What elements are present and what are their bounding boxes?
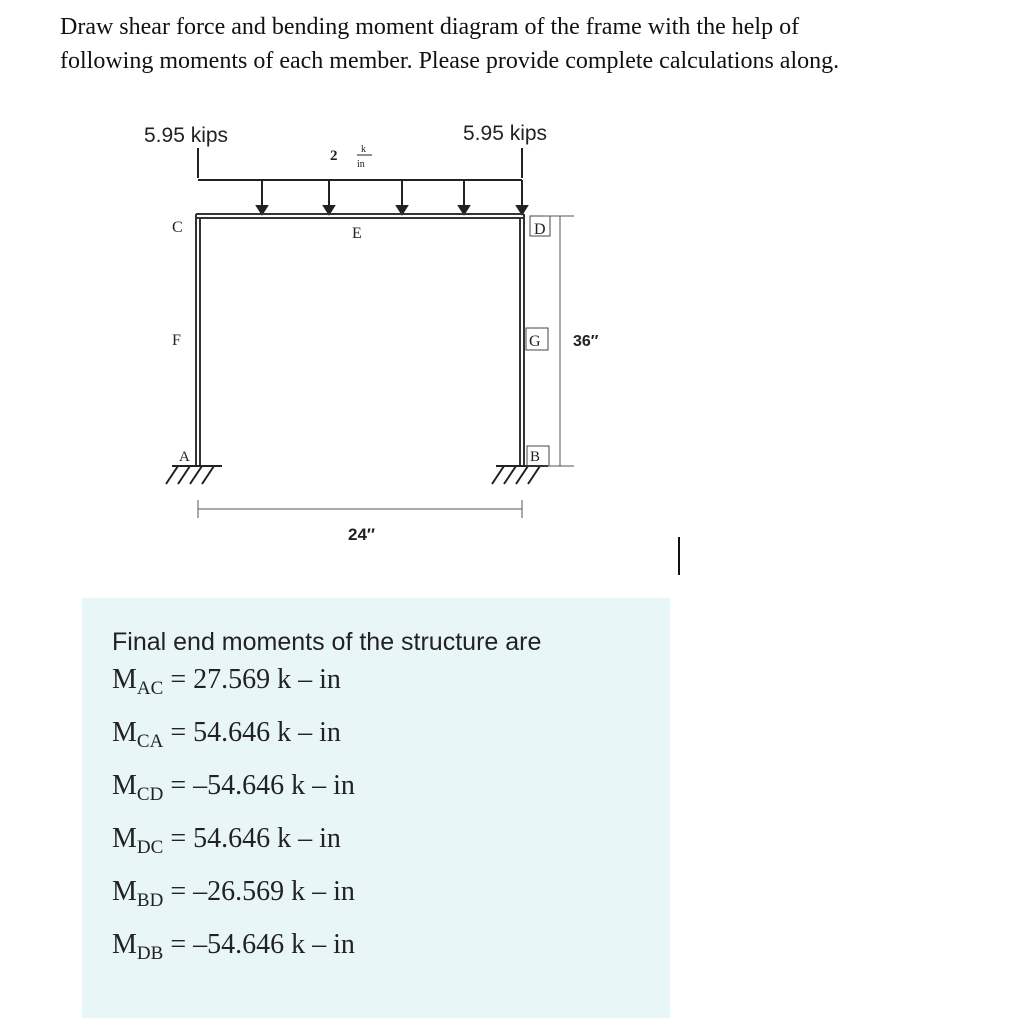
node-e-label: E bbox=[352, 225, 362, 242]
udl-unit-numerator: k bbox=[361, 144, 366, 155]
node-b-label: B bbox=[530, 449, 541, 465]
width-dimension bbox=[198, 500, 522, 518]
moment-mdb: $M_{DB} = -54.646$ k – in bbox=[112, 929, 355, 964]
moment-mbd: $M_{BD} = -26.569$ k – in bbox=[112, 876, 355, 911]
node-f-label: F bbox=[172, 332, 181, 349]
moment-mdc: $M_{DC} = 54.646$ k – in bbox=[112, 823, 341, 858]
support-a bbox=[166, 466, 222, 484]
answer-box bbox=[82, 598, 670, 1018]
height-dimension-label: 36″ bbox=[573, 333, 599, 350]
moment-mcd: $M_{CD} = -54.646$ k – in bbox=[112, 770, 355, 805]
moment-mac: $M_{AC} = 27.569$ k – in bbox=[112, 664, 341, 699]
support-b bbox=[492, 466, 548, 484]
udl-magnitude: 2 bbox=[330, 148, 338, 164]
node-g-label: G bbox=[529, 333, 541, 350]
width-dimension-label: 24″ bbox=[348, 525, 376, 544]
udl-unit-denominator: in bbox=[357, 159, 365, 170]
frame-members bbox=[196, 214, 524, 466]
moment-mca: $M_{CA} = 54.646$ k – in bbox=[112, 717, 341, 752]
question-line-1: Draw shear force and bending moment diagram of the frame with the help of bbox=[60, 14, 800, 40]
left-load-label: 5.95 kips bbox=[144, 124, 229, 147]
text-cursor bbox=[678, 537, 680, 575]
right-load-label: 5.95 kips bbox=[463, 122, 548, 145]
node-a-label: A bbox=[179, 449, 190, 465]
distributed-load bbox=[198, 180, 527, 214]
question-line-2: following moments of each member. Please provide complete calculations along. bbox=[60, 48, 840, 74]
node-c-label: C bbox=[172, 219, 183, 236]
node-d-label: D bbox=[534, 221, 546, 238]
answer-heading: Final end moments of the structure are bbox=[112, 628, 542, 656]
